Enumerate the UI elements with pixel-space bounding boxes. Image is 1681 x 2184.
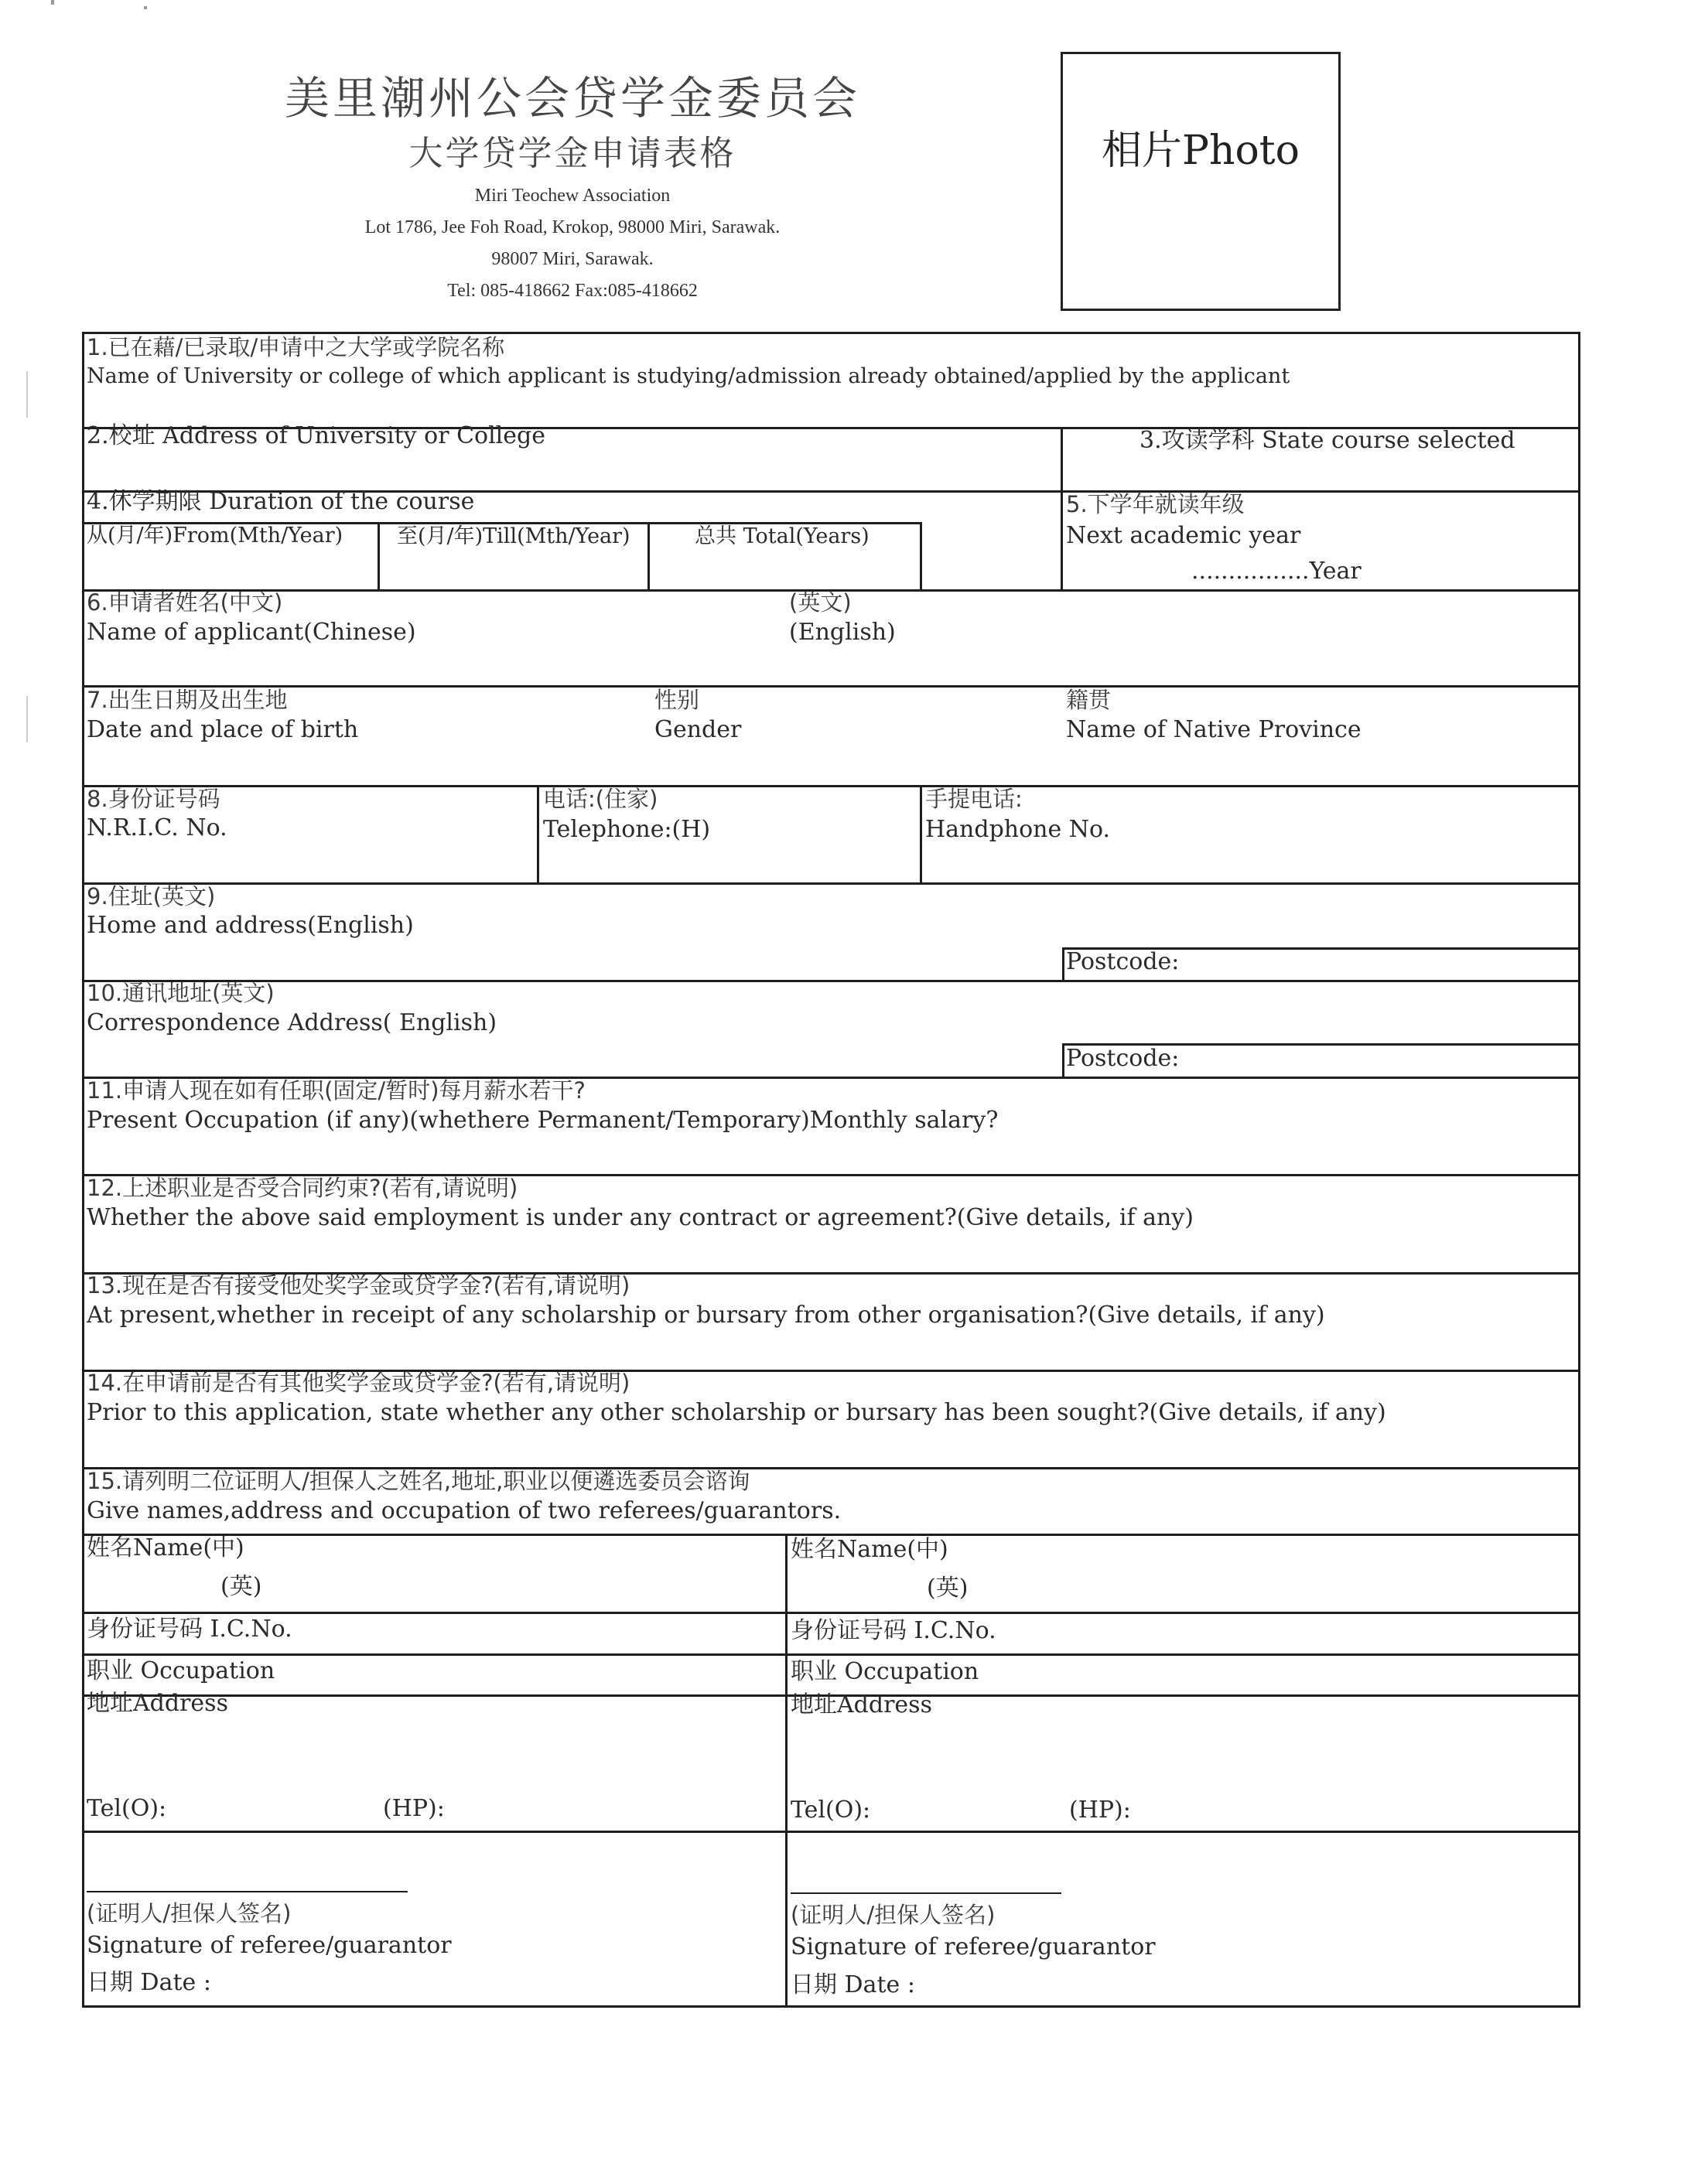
section-11-label-en: Present Occupation (if any)(whethere Permanent/Temporary)Monthly salary? [87, 1107, 999, 1134]
section-10-label-en: Correspondence Address( English) [87, 1009, 497, 1036]
section-12-label-cn: 12.上述职业是否受合同约束?(若有,请说明) [87, 1175, 518, 1201]
section-2-label: 2.校址 Address of University or College [87, 422, 545, 449]
section-5-year-blank: ................Year [1191, 558, 1362, 585]
province-label-en: Name of Native Province [1066, 716, 1362, 743]
referee-2-address-label[interactable]: 地址Address [791, 1691, 932, 1718]
section-14-label-cn: 14.在申请前是否有其他奖学金或贷学金?(若有,请说明) [87, 1370, 630, 1396]
section-8-label-en: N.R.I.C. No. [87, 814, 227, 841]
province-label-cn: 籍贯 [1066, 687, 1112, 713]
section-5-label-en: Next academic year [1066, 522, 1301, 549]
section-15-label-en: Give names,address and occupation of two referees/guarantors. [87, 1497, 842, 1524]
referee-2-signature-label-cn: (证明人/担保人签名) [791, 1902, 996, 1928]
referee-1-address-label[interactable]: 地址Address [87, 1690, 228, 1717]
section-6-label-cn: 6.申请者姓名(中文) [87, 589, 283, 616]
row-divider [82, 882, 1580, 885]
scan-speck [144, 6, 147, 9]
photo-box[interactable] [1061, 52, 1341, 311]
referee-1-name-en-label[interactable]: (英) [220, 1573, 262, 1600]
section-9-label-cn: 9.住址(英文) [87, 883, 216, 909]
section-10-postcode-label[interactable]: Postcode: [1066, 1045, 1180, 1072]
referee-2-hp-label[interactable]: (HP): [1069, 1797, 1131, 1824]
col-divider [1061, 427, 1063, 589]
section-9-postcode-label[interactable]: Postcode: [1066, 948, 1180, 975]
duration-till-label[interactable]: 至(月/年)Till(Mth/Year) [397, 524, 630, 548]
section-6-label-en: Name of applicant(Chinese) [87, 619, 416, 646]
postcode-box-line [1062, 947, 1064, 980]
referee-2-name-cn-label[interactable]: 姓名Name(中) [791, 1536, 948, 1563]
section-13-label-cn: 13.现在是否有接受他处奖学金或贷学金?(若有,请说明) [87, 1272, 630, 1298]
section-15-label-cn: 15.请列明二位证明人/担保人之姓名,地址,职业以便遴选委员会谘询 [87, 1468, 750, 1494]
header-address-line2: 98007 Miri, Sarawak. [491, 249, 654, 269]
table-border-bottom [82, 2005, 1580, 2008]
col-divider [785, 1534, 788, 2005]
row-divider [82, 1831, 1580, 1833]
header-org-name: Miri Teochew Association [474, 186, 671, 206]
signature-line [87, 1891, 408, 1892]
referee-1-date-label[interactable]: 日期 Date : [87, 1969, 211, 1996]
referee-1-signature-label-en: Signature of referee/guarantor [87, 1932, 452, 1959]
header-address-line1: Lot 1786, Jee Foh Road, Krokop, 98000 Miri, Sarawak. [364, 217, 781, 237]
scan-mark [26, 371, 28, 418]
gender-label-en: Gender [654, 716, 742, 743]
section-1-label-cn: 1.已在藉/已录取/申请中之大学或学院名称 [87, 334, 505, 360]
table-border-right [1578, 332, 1580, 2007]
section-5-label-cn: 5.下学年就读年级 [1066, 491, 1245, 517]
handphone-label-en: Handphone No. [925, 816, 1111, 843]
section-6-english-label-cn: (英文) [789, 589, 852, 616]
row-divider [82, 785, 1580, 787]
referee-1-occupation-label[interactable]: 职业 Occupation [87, 1657, 275, 1684]
postcode-box-line [1062, 1043, 1064, 1077]
photo-box-label: 相片Photo [1102, 128, 1300, 174]
referee-1-name-cn-label[interactable]: 姓名Name(中) [87, 1534, 244, 1561]
scan-mark [26, 696, 28, 742]
table-border-left [82, 332, 84, 2007]
section-14-label-en: Prior to this application, state whether any other scholarship or bursary has been sought?(Give details, if any) [87, 1399, 1386, 1426]
row-divider [82, 685, 1580, 688]
gender-label-cn: 性别 [654, 687, 700, 713]
col-divider [920, 522, 922, 589]
referee-2-signature-label-en: Signature of referee/guarantor [791, 1933, 1156, 1960]
referee-1-signature-label-cn: (证明人/担保人签名) [87, 1900, 292, 1926]
section-9-label-en: Home and address(English) [87, 912, 414, 939]
section-10-label-cn: 10.通讯地址(英文) [87, 980, 275, 1006]
referee-1-tel-office-label[interactable]: Tel(O): [87, 1795, 167, 1822]
section-1-label-en: Name of University or college of which applicant is studying/admission already obtained/applied by the applicant [87, 364, 1290, 388]
header-contact: Tel: 085-418662 Fax:085-418662 [447, 281, 698, 301]
signature-line [791, 1892, 1061, 1894]
referee-2-ic-label[interactable]: 身份证号码 I.C.No. [791, 1617, 996, 1644]
section-12-label-en: Whether the above said employment is under any contract or agreement?(Give details, if any) [87, 1204, 1194, 1231]
referee-2-occupation-label[interactable]: 职业 Occupation [791, 1658, 979, 1685]
section-4-label: 4.休学期限 Duration of the course [87, 488, 475, 515]
section-6-english-label-en: (English) [789, 619, 896, 646]
section-7-label-cn: 7.出生日期及出生地 [87, 687, 288, 713]
home-telephone-label-en: Telephone:(H) [543, 816, 711, 843]
home-telephone-label-cn: 电话:(住家) [543, 786, 658, 812]
duration-total-label[interactable]: 总共 Total(Years) [695, 524, 870, 548]
duration-from-label[interactable]: 从(月/年)From(Mth/Year) [87, 524, 343, 548]
scan-speck [51, 0, 54, 5]
row-divider [82, 1612, 1580, 1614]
handphone-label-cn: 手提电话: [925, 786, 1023, 812]
section-3-label: 3.攻读学科 State course selected [1139, 427, 1515, 454]
section-11-label-cn: 11.申请人现在如有任职(固定/暂时)每月薪水若干? [87, 1077, 586, 1104]
col-divider [647, 522, 650, 589]
referee-1-ic-label[interactable]: 身份证号码 I.C.No. [87, 1616, 292, 1643]
col-divider [378, 522, 380, 589]
header-title-cn: 美里潮州公会贷学金委员会 [284, 72, 860, 125]
section-13-label-en: At present,whether in receipt of any scholarship or bursary from other organisation?(Give details, if any) [87, 1302, 1325, 1329]
row-divider [82, 980, 1580, 982]
header-subtitle-cn: 大学贷学金申请表格 [408, 134, 736, 173]
referee-2-name-en-label[interactable]: (英) [927, 1575, 969, 1602]
section-8-label-cn: 8.身份证号码 [87, 786, 220, 812]
referee-2-date-label[interactable]: 日期 Date : [791, 1971, 915, 1998]
col-divider [920, 785, 922, 882]
referee-1-hp-label[interactable]: (HP): [383, 1795, 445, 1822]
row-divider [82, 1653, 1580, 1656]
section-7-label-en: Date and place of birth [87, 716, 359, 743]
referee-2-tel-office-label[interactable]: Tel(O): [791, 1797, 871, 1824]
col-divider [537, 785, 539, 882]
